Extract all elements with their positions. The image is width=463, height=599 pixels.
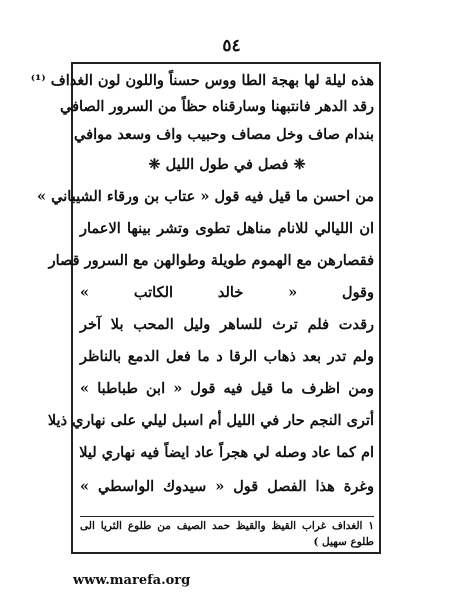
text-line-5: من احسن ما قيل فيه قول « عتاب بن ورقاء الشيباني » xyxy=(37,188,374,205)
text-line-14: وغرة هذا الفصل قول « سيدوك الواسطي » xyxy=(80,478,374,495)
site-url: www.marefa.org xyxy=(73,573,191,588)
footnote-line-1: ١ الغداف غراب القيظ والقيظ حمد الصيف من طلوع الثريا الى xyxy=(80,520,374,532)
footnote-line-2: طلوع سهيل ) xyxy=(313,536,374,548)
text-line-8: وقول « خالد الكاتب » xyxy=(80,284,374,301)
page-number: ٥٤ xyxy=(222,36,241,56)
text-line-7: فقصارهن مع الهموم طويلة وطوالهن مع السرور قصار xyxy=(48,252,374,269)
text-line-6: ان الليالي للانام مناهل تطوى وتشر بينها الاعمار xyxy=(80,220,374,237)
text-line-13: ام كما عاد وصله لي هجراً عاد ايضاً فيه نهاري ليلا xyxy=(79,444,374,461)
text-line-1: هذه ليلة لها بهجة الطا ووس حسناً واللون لون الغداف ⁽¹⁾ xyxy=(30,72,374,89)
text-line-3: بندام صاف وخل مصاف وحبيب واف وسعد موافي xyxy=(74,126,374,143)
text-line-2: رقد الدهر فانتبهنا وسارقناه حظاً من السرور الصافي xyxy=(59,98,374,115)
text-line-9: رقدت فلم ترث للساهر وليل المحب بلا آخر xyxy=(80,316,374,333)
section-heading: ❈ فصل في طول الليل ❈ xyxy=(148,156,306,173)
text-line-12: أترى النجم حار في الليل أم اسبل ليلي على نهاري ذيلا xyxy=(47,412,374,429)
text-line-10: ولم تدر بعد ذهاب الرقا د ما فعل الدمع بالناظر xyxy=(80,348,374,365)
text-line-11: ومن اظرف ما قيل فيه قول « ابن طباطبا » xyxy=(80,380,374,397)
footnote-rule xyxy=(80,516,374,517)
